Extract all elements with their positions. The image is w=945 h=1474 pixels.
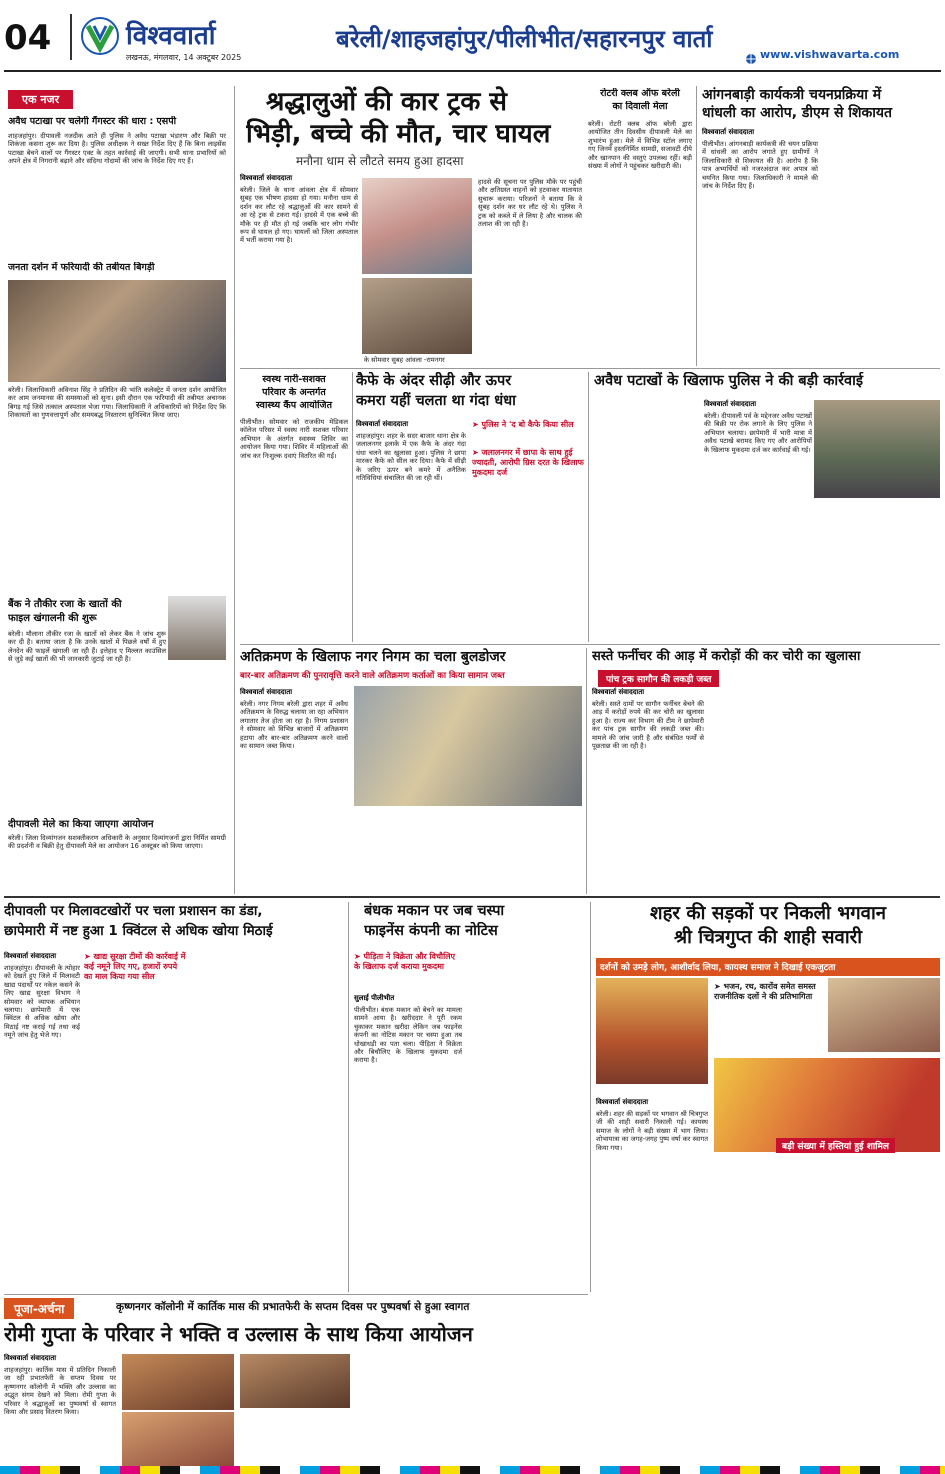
highlight-text: जलालनगर में छापा के साथ हुई ज्यादती, आरोपी ग्रिस दरत के खिलाफ मुकदमा दर्ज — [472, 448, 584, 477]
story-headline: सस्ते फर्नीचर की आड़ में करोड़ों की कर चोरी का खुलासा — [592, 649, 861, 664]
story-headline: कैफे के अंदर सीढ़ी और ऊपर — [356, 373, 512, 389]
story-body-cont — [594, 502, 702, 640]
globe-icon — [745, 50, 757, 62]
news-body-cont — [8, 664, 226, 814]
news-headline: अवैध पटाखा पर चलेगी गैंगस्टर की धारा : एसपी — [8, 116, 177, 127]
health-camp-story — [240, 372, 348, 642]
story-subheadline: कृष्णनगर कॉलोनी में कार्तिक मास की प्रभातफेरी के सप्तम दिवस पर पुष्पवर्षा से हुआ स्वागत — [116, 1301, 470, 1313]
furniture-story — [592, 648, 940, 894]
photo-caption: के सोमवार सुबह आंवला -रामनगर — [364, 356, 445, 364]
story-body-cont — [708, 502, 818, 640]
byline: विश्ववार्ता संवाददाता — [704, 400, 757, 408]
lead-body: हादसे की सूचना पर पुलिस मौके पर पहुंची और क्षतिग्रस्त वाहनों को हटवाकर यातायात सुचारू कराया। परिजनों ने बताया कि वे सुबह दर्शन कर घर लौट रहे थे। पुलिस ने ट्रक को कब्जे में ले लिया है और चालक की तलाश की जा रही है। — [478, 178, 582, 229]
story-headline: दीपावली पर मिलावटखोरों पर चला प्रशासन का डंडा, — [4, 903, 263, 919]
story-headline: फाइनेंस कंपनी का नोटिस — [364, 923, 498, 939]
story-subheadline: बार-बार अतिक्रमण की पुनरावृत्ति करने वाले अतिक्रमण कर्ताओं का किया सामान जब्त — [240, 671, 505, 681]
highlight-text: पीड़िता ने विक्रेता और विचौलिए के खिलाफ दर्ज कराया मुकदमा — [354, 952, 456, 971]
paper-logo-icon — [80, 16, 120, 56]
story-headline: रोटरी क्लब ऑफ बरेली — [600, 88, 680, 99]
pointer-icon: ➤ — [84, 952, 94, 961]
byline: विश्ववार्ता संवाददाता — [592, 688, 645, 696]
story-body-cont — [468, 952, 586, 1288]
highlight-point — [714, 982, 824, 1002]
story-body-cont — [824, 502, 940, 640]
lead-headline: श्रद्धालुओं की कार ट्रक से — [266, 87, 508, 117]
story-headline: अवैध पटाखों के खिलाफ पुलिस ने की बड़ी कार्रवाई — [594, 373, 863, 389]
story-headline: स्वास्थ्य कैंप आयोजित — [255, 400, 333, 411]
section-rule — [240, 644, 940, 645]
ek-nazar-tag: एक नजर — [8, 90, 73, 109]
story-body: शाहजहांपुर। शहर के सदर बाजार थाना क्षेत्र के जलालनगर इलाके में एक कैफे के अंदर गंदा धंधा चलने का खुलासा हुआ। पुलिस ने छापा मारकर कैफे को सील कर दिया। कैफे में सीढ़ी के जरिए ऊपर बने कमरे में अनैतिक गतिविधियां संचालित की जा रही थीं। — [356, 432, 466, 483]
story-body-cont — [120, 1002, 228, 1288]
story-headline: श्री चित्रगुप्त की शाही सवारी — [674, 927, 862, 948]
story-body-cont — [830, 1158, 940, 1466]
photo-injured-man — [362, 278, 472, 354]
byline: विश्ववार्ता संवाददाता — [702, 128, 755, 136]
header-rule — [4, 70, 941, 72]
photo-janata-darshan — [8, 280, 226, 382]
story-body-cont — [474, 1354, 588, 1468]
pointer-icon: ➤ — [472, 448, 482, 457]
highlight-point — [472, 420, 584, 430]
photo-procession-crowd — [828, 978, 940, 1052]
lead-story — [240, 86, 582, 366]
photo-prabhatferi-3 — [240, 1354, 350, 1408]
page-header — [0, 0, 945, 74]
bulldozer-story — [240, 648, 582, 894]
photo-bulldozer-drive — [354, 686, 582, 806]
registration-marks — [0, 1466, 945, 1474]
story-body-cont — [4, 1092, 114, 1288]
story-headline: कमरा यहीं चलता था गंदा धंधा — [356, 393, 516, 409]
story-body-cont — [472, 502, 584, 640]
photo-tauqeer-raza — [168, 596, 226, 660]
left-column — [4, 86, 230, 894]
story-body-cont — [240, 1412, 350, 1468]
story-headline: अतिक्रमण के खिलाफ नगर निगम का चला बुलडोजर — [240, 649, 506, 665]
news-body: बरेली। जिला दिव्यांगजन सशक्तीकरण अधिकारी के अनुसार दिव्यांगजनों द्वारा निर्मित सामग्री की प्रदर्शनी व बिक्री हेतु दीपावली मेले का आयोजन 16 अक्टूबर को किया जाएगा। — [8, 834, 226, 851]
news-headline: दीपावली मेले का किया जाएगा आयोजन — [8, 819, 154, 830]
news-headline: बैंक ने तौकीर रजा के खातों की — [8, 599, 122, 610]
news-body: बरेली। जिलाधिकारी अविनाश सिंह ने प्रतिदिन की भांति कलेक्ट्रेट में जनता दर्शन आयोजित कर आम जनमानस की समस्याओं को सुना। इसी दौरान एक फरियादी की तबीयत अचानक बिगड़ गई जिसे तत्काल अस्पताल भेजा गया। जिलाधिकारी ने अधिकारियों को निर्देश दिए कि शिकायतों का गुणवत्तापूर्ण और समयबद्ध निस्तारण सुनिश्चित किया जाए। — [8, 386, 226, 420]
story-body-cont — [356, 1354, 468, 1468]
section-rule — [4, 1294, 588, 1295]
highlight-text: भजन, रथ, कारोंव समेत समस्त राजनीतिक दलों ने की प्रतिभागिता — [714, 982, 816, 1001]
mortgage-story — [354, 902, 586, 1292]
rotary-story — [588, 86, 692, 366]
story-headline: छापेमारी में नष्ट हुआ 1 क्विंटल से अधिक खोया मिठाई — [4, 923, 273, 939]
highlight-point — [354, 952, 462, 972]
byline: सुलाई पीलीभीत — [354, 994, 395, 1002]
story-headline: रोमी गुप्ता के परिवार ने भक्ति व उल्लास के साथ किया आयोजन — [4, 1322, 473, 1346]
crackers-story — [594, 372, 940, 642]
byline: विश्ववार्ता संवाददाता — [240, 688, 293, 696]
red-tag: पांच ट्रक सागौन की लकड़ी जब्त — [598, 670, 719, 687]
story-body-cont — [354, 810, 464, 890]
photo-prabhatferi-1 — [122, 1354, 234, 1410]
story-body-cont — [824, 140, 940, 364]
story-body-cont — [710, 688, 822, 890]
column-divider — [352, 372, 353, 642]
column-divider — [234, 86, 235, 894]
byline: विश्ववार्ता संवाददाता — [596, 1098, 649, 1106]
story-body: बरेली। सस्ते दामों पर सागौन फर्नीचर बेचने की आड़ में करोड़ों रुपये की कर चोरी का खुलासा हुआ है। राज्य कर विभाग की टीम ने छापेमारी कर पांच ट्रक सागौन की लकड़ी जब्त की। मामले की जांच जारी है और संबंधित फर्मों से पूछताछ की जा रही है। — [592, 700, 704, 751]
story-body: बरेली। रोटरी क्लब ऑफ बरेली द्वारा आयोजित तीन दिवसीय दीपावली मेले का शुभारंभ हुआ। मेले में विभिन्न स्टॉल लगाए गए जिनमें हस्तनिर्मित सामग्री, सजावटी दीये और खानपान की वस्तुएं उपलब्ध रहीं। बड़ी संख्या में लोगों ने पहुंचकर खरीदारी की। — [588, 120, 692, 171]
story-body-cont — [596, 1158, 706, 1466]
story-body: बरेली। नगर निगम बरेली द्वारा शहर में अवैध अतिक्रमण के विरुद्ध चलाया जा रहा अभियान लगातार तेज होता जा रहा है। निगम प्रशासन ने सोमवार को विभिन्न बाजारों में अतिक्रमण हटाया और बार-बार अतिक्रमण करने वालों का सामान जब्त किया। — [240, 700, 348, 751]
puja-tag: पूजा-अर्चना — [4, 1298, 74, 1319]
story-body-cont — [712, 1158, 824, 1466]
story-body: शाहजहांपुर। दीपावली के त्योहार को देखते हुए जिले में मिलावटी खाद्य पदार्थों पर नकेल कसने के लिए खाद्य सुरक्षा विभाग ने सोमवार को व्यापक अभियान चलाया। छापेमारी में एक क्विंटल से अधिक खोया और मिठाई नष्ट कराई गई तथा कई नमूने जांच हेतु भेजे गए। — [4, 964, 80, 1040]
lead-body: बरेली। जिले के थाना आंवला क्षेत्र में सोमवार सुबह एक भीषण हादसा हो गया। मनौना धाम से दर्शन कर लौट रहे श्रद्धालुओं की कार सामने से आ रहे ट्रक से टकरा गई। हादसे में एक बच्चे की मौके पर ही मौत हो गई जबकि चार लोग गंभीर रूप से घायल हो गए। घायलों को जिला अस्पताल में भर्ती कराया गया है। — [240, 186, 358, 245]
pointer-icon: ➤ — [714, 982, 724, 991]
column-divider — [586, 648, 587, 894]
column-divider — [590, 902, 591, 1292]
story-headline: का दिवाली मेला — [612, 101, 668, 112]
pointer-icon: ➤ — [354, 952, 364, 961]
photo-caption: बड़ी संख्या में हस्तियां हुई शामिल — [776, 1138, 895, 1153]
story-headline: बंधक मकान पर जब चस्पा — [364, 903, 505, 919]
photo-procession-chariot — [596, 978, 708, 1084]
photo-prabhatferi-2 — [122, 1412, 234, 1468]
highlight-point — [472, 448, 584, 478]
header-divider — [70, 14, 72, 60]
cafe-story — [356, 372, 584, 642]
byline: विश्ववार्ता संवाददाता — [356, 420, 409, 428]
byline: विश्ववार्ता संवाददाता — [240, 174, 293, 182]
anganwadi-story — [702, 86, 940, 366]
news-headline: फाइल खंगालनी की शुरू — [8, 613, 97, 624]
story-body-cont — [828, 688, 940, 890]
story-body: बरेली। शहर की सड़कों पर भगवान श्री चित्रगुप्त जी की शाही सवारी निकाली गई। कायस्थ समाज के लोगों ने बड़ी संख्या में भाग लिया। शोभायात्रा का जगह-जगह पुष्प वर्षा कर स्वागत किया गया। — [596, 1110, 708, 1152]
story-body-cont — [470, 810, 582, 890]
photo-injured-child — [362, 178, 472, 274]
banner-strip: दर्शनों को उमड़े लोग, आशीर्वाद लिया, कायस्थ समाज ने दिखाई एकजुटता — [596, 958, 940, 976]
lead-subheadline: मनौना धाम से लौटते समय हुआ हादसा — [296, 154, 464, 168]
story-headline: परिवार के अन्तर्गत — [262, 387, 326, 398]
website-link[interactable]: www.vishwavarta.com — [760, 48, 900, 61]
story-headline: शहर की सड़कों पर निकली भगवान — [649, 903, 887, 924]
procession-story — [596, 902, 940, 1470]
story-headline: आंगनबाड़ी कार्यकत्री चयनप्रक्रिया में — [702, 87, 882, 103]
byline: विश्ववार्ता संवाददाता — [4, 1354, 57, 1362]
section-rule — [4, 896, 940, 898]
story-body-cont — [234, 952, 344, 1288]
column-divider — [696, 86, 697, 366]
highlight-text: खाद्य सुरक्षा टीमों की कार्रवाई में कई नमूने लिए गए, हजारों रुपये का माल किया गया सील — [84, 952, 186, 981]
dateline: लखनऊ, मंगलवार, 14 अक्टूबर 2025 — [126, 53, 242, 62]
sweets-story — [4, 902, 344, 1292]
column-divider — [588, 372, 589, 642]
lead-headline: भिड़ी, बच्चे की मौत, चार घायल — [246, 119, 551, 149]
paper-title: विश्ववार्ता — [126, 21, 216, 51]
byline: विश्ववार्ता संवाददाता — [4, 952, 57, 960]
news-headline: जनता दर्शन में फरियादी की तबीयत बिगड़ी — [8, 262, 155, 273]
news-body: शाहजहांपुर। दीपावली नजदीक आते ही पुलिस ने अवैध पटाखा भंडारण और बिक्री पर शिकंजा कसना शुरू कर दिया है। पुलिस अधीक्षक ने सख्त निर्देश दिए हैं कि बिना लाइसेंस पटाखा बेचने वालों पर गैंगस्टर एक्ट के तहत कार्रवाई की जाएगी। सभी थाना प्रभारियों को अपने क्षेत्र में निगरानी बढ़ाने और संदिग्ध गोदामों की जांच के निर्देश दिए गए हैं। — [8, 132, 226, 166]
news-body: बरेली। मौलाना तौकीर रजा के खातों को लेकर बैंक ने जांच शुरू कर दी है। बताया जाता है कि उनके खातों में पिछले वर्षों में हुए लेनदेन की फाइलें खंगाली जा रही हैं। इत्तेहाद ए मिल्लत काउंसिल से जुड़े कई खातों की भी जानकारी जुटाई जा रही है। — [8, 630, 166, 664]
highlight-text: पुलिस ने 'द बो कैफे किया सील — [481, 420, 574, 429]
story-body: पीलीभीत। आंगनबाड़ी कार्यकत्री की चयन प्रक्रिया में धांधली का आरोप लगाते हुए ग्रामीणों ने जिलाधिकारी से शिकायत की है। आरोप है कि पात्र अभ्यर्थियों को नजरअंदाज कर अपात्र को चयनित किया गया। जिलाधिकारी ने मामले की जांच के निर्देश दिए हैं। — [702, 140, 818, 191]
column-divider — [348, 902, 349, 1292]
section-title: बरेली/शाहजहांपुर/पीलीभीत/सहारनपुर वार्ता — [336, 25, 713, 53]
photo-police-seizure — [814, 400, 940, 498]
story-body: पीलीभीत। सोमवार को राजकीय मेडिकल कॉलेज परिसर में स्वस्थ नारी सशक्त परिवार अभियान के अंतर्गत स्वास्थ्य शिविर का आयोजन किया गया। शिविर में महिलाओं की जांच कर निःशुल्क दवाएं वितरित की गईं। — [240, 418, 348, 460]
story-body: बरेली। दीपावली पर्व के मद्देनजर अवैध पटाखों की बिक्री पर रोक लगाने के लिए पुलिस ने अभियान चलाया। छापेमारी में भारी मात्रा में अवैध पटाखे बरामद किए गए और आरोपियों के खिलाफ मुकदमा दर्ज कर कार्रवाई की गई। — [704, 412, 812, 454]
page-number: 04 — [4, 18, 52, 58]
puja-story — [4, 1298, 588, 1470]
story-body: शाहजहांपुर। कार्तिक मास में प्रतिदिन निकाली जा रही प्रभातफेरी के सप्तम दिवस पर कृष्णनगर कॉलोनी में भक्ति और उल्लास का अद्भुत संगम देखने को मिला। रोमी गुप्ता के परिवार ने श्रद्धालुओं का पुष्पवर्षा से स्वागत किया और प्रसाद वितरण किया। — [4, 1366, 116, 1417]
pointer-icon: ➤ — [472, 420, 482, 429]
story-headline: धांधली का आरोप, डीएम से शिकायत — [702, 105, 892, 121]
story-body: पीलीभीत। बंधक मकान को बेचने का मामला सामने आया है। खरीददार ने पूरी रकम चुकाकर मकान खरीदा लेकिन जब फाइनेंस कंपनी का नोटिस मकान पर चस्पा हुआ तब धोखाधड़ी का पता चला। पीड़िता ने विक्रेता और बिचौलिए के खिलाफ मुकदमा दर्ज कराया है। — [354, 1006, 462, 1065]
highlight-point — [84, 952, 188, 982]
story-headline: स्वस्थ नारी-सशक्त — [262, 374, 326, 385]
section-rule — [240, 368, 940, 369]
